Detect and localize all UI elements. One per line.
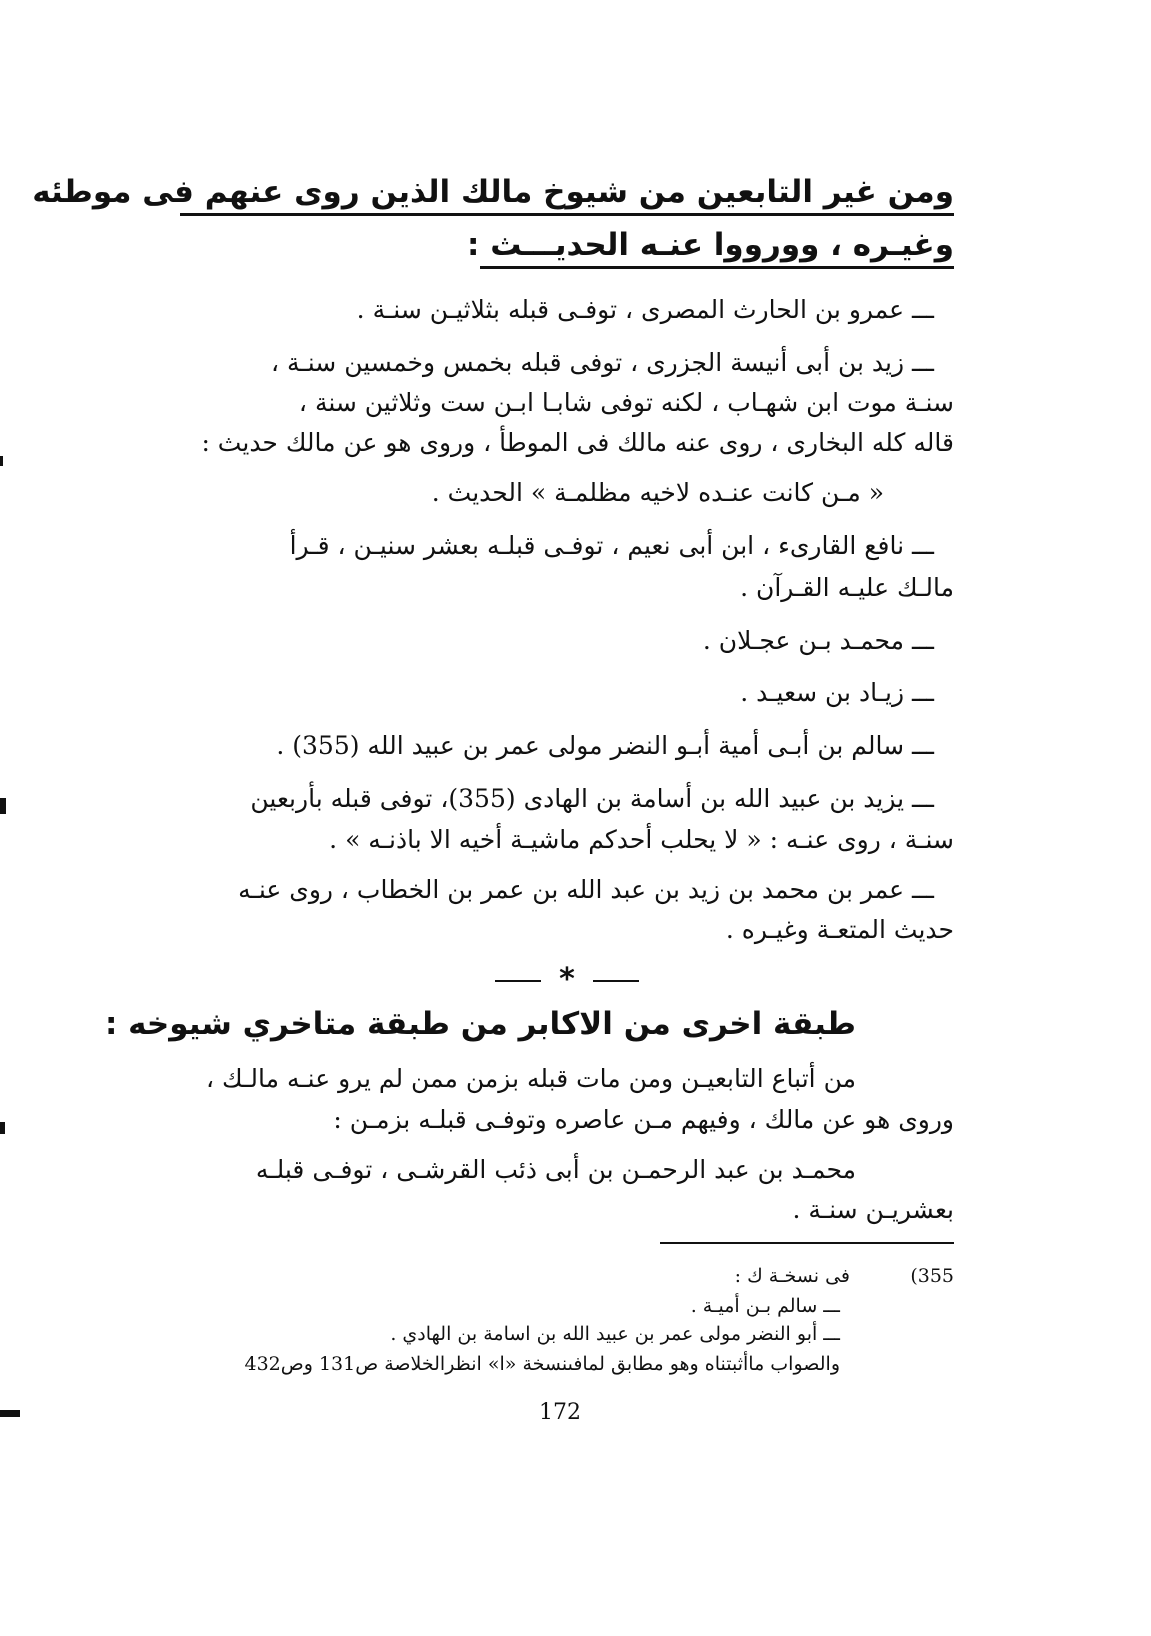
separator-dash xyxy=(593,980,639,982)
page-number: 172 xyxy=(539,1400,581,1425)
footnote-line: فى نسخـة ك : xyxy=(734,1265,850,1287)
footnote-number: (355 xyxy=(910,1265,954,1287)
paragraph-line: بعشريـن سنـة . xyxy=(792,1195,954,1224)
entry-line: ـــ عمرو بن الحارث المصرى ، توفـى قبله بثلاثيـن سنـة . xyxy=(356,295,934,324)
paragraph-line: وروى هو عن مالك ، وفيهم مـن عاصره وتوفـى قبلـه بزمـن : xyxy=(333,1105,954,1134)
paragraph-line: محمـد بن عبد الرحمـن بن أبى ذئب القرشـى ، توفـى قبلـه xyxy=(255,1155,856,1184)
entry-line: ـــ محمـد بـن عجـلان . xyxy=(702,626,934,655)
paragraph-line: من أتباع التابعيـن ومن مات قبله بزمن ممن لم يرو عنـه مالـك ، xyxy=(205,1064,856,1093)
scan-edge-mark xyxy=(0,456,3,466)
entry-line: سنـة ، روى عنـه : « لا يحلب أحدكم ماشيـة أخيه الا باذنـه » . xyxy=(329,825,954,854)
section-separator xyxy=(180,960,954,1000)
section-heading-line-2: وغيـره ، وورووا عنـه الحديـــث : xyxy=(467,227,954,263)
entry-line: قاله كله البخارى ، روى عنه مالك فى الموطأ ، وروى هو عن مالك حديث : xyxy=(201,428,954,457)
section-heading: طبقة اخرى من الاكابر من طبقة متاخري شيوخه : xyxy=(104,1006,856,1042)
asterisk-icon: * xyxy=(559,962,575,997)
entry-line: حديث المتعـة وغيـره . xyxy=(725,915,954,944)
separator-dash xyxy=(495,980,541,982)
footnote-line: ـــ أبو النضر مولى عمر بن عبيد الله بن اسامة بن الهادي . xyxy=(390,1323,840,1345)
footnote-line: ـــ سالم بـن أميـة . xyxy=(690,1295,840,1317)
quoted-hadith: « مـن كانت عنـده لاخيه مظلمـة » الحديث . xyxy=(431,478,884,507)
entry-line: سنـة موت ابن شهـاب ، لكنه توفى شابـا ابـن ست وثلاثين سنة ، xyxy=(298,388,954,417)
scan-edge-mark xyxy=(0,1122,5,1134)
entry-line: ـــ زيـاد بن سعيـد . xyxy=(740,678,934,707)
footnote-line: والصواب ماأثبتناه وهو مطابق لمافىنسخة «ا» انظرالخلاصة ص131 وص432 xyxy=(244,1353,840,1375)
heading-underline xyxy=(480,266,954,269)
entry-line: ـــ عمر بن محمد بن زيد بن عبد الله بن عمر بن الخطاب ، روى عنـه xyxy=(238,875,934,904)
entry-line: ـــ سالم بن أبـى أمية أبـو النضر مولى عمر بن عبيد الله (355) . xyxy=(276,731,934,760)
entry-line: ـــ زيد بن أبى أنيسة الجزرى ، توفى قبله بخمس وخمسين سنـة ، xyxy=(271,348,934,377)
entry-line: ـــ نافع القارىء ، ابن أبى نعيم ، توفـى قبلـه بعشر سنيـن ، قـرأ xyxy=(289,531,934,560)
heading-underline xyxy=(180,213,954,216)
scan-edge-mark xyxy=(0,1410,20,1417)
entry-line: مالـك عليـه القـرآن . xyxy=(740,573,954,602)
scan-edge-mark xyxy=(0,798,6,814)
entry-line: ـــ يزيد بن عبيد الله بن أسامة بن الهادى (355)، توفى قبله بأربعين xyxy=(250,784,934,813)
footnote-rule xyxy=(660,1242,954,1244)
section-heading-line-1: ومن غير التابعين من شيوخ مالك الذين روى عنهم فى موطئه xyxy=(32,174,954,210)
